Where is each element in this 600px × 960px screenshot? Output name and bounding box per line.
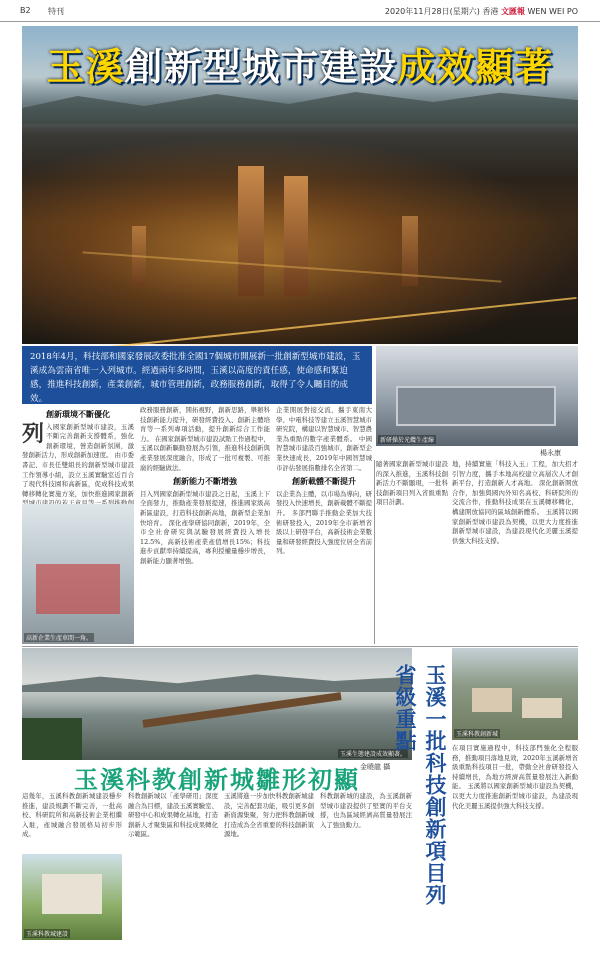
bottom-column-2 xyxy=(128,792,218,940)
section-divider xyxy=(22,646,578,647)
subhead: 創新環境不斷優化 xyxy=(46,409,110,419)
paper-logo-en: WEN WEI PO xyxy=(527,7,578,16)
article-column-2 xyxy=(140,406,270,644)
column-divider xyxy=(374,460,375,644)
page-number: B2 xyxy=(20,6,31,15)
article-column-1 xyxy=(22,406,134,502)
paragraph: 玉溪將進一步加快科教創新城建設，完善配套功能，吸引更多創新資源集聚，努力把科教創新城打造成為全省重要的科技創新策源地。 xyxy=(224,792,314,839)
article-column-4b xyxy=(376,460,448,644)
photo-caption: 新研操於光纜生產線 xyxy=(380,437,435,444)
paragraph: 科教創新城的建設，為玉溪創新型城市建設提供了堅實的平台支撐，也為區域經濟高質量發展注入了強勁動力。 xyxy=(320,792,412,829)
subhead: 創新載體不斷提升 xyxy=(292,476,356,487)
workshop-machine xyxy=(36,564,120,614)
paragraph: 這幾年，玉溪科教創新城建設穩步推進，建設規劃不斷完善，一批高校、科研院所和高新技術企業相繼入駐，產城融合發展格局初步形成。 xyxy=(22,792,122,839)
subhead: 創新能力不斷增強 xyxy=(173,476,237,487)
paragraph: 目入列國家創新型城市建設之日起，玉溪上下全面發力，推動產業發展提速，推進國家級高新區建設，打造科技創新高地，創新型企業加快培育。 xyxy=(140,489,270,527)
paragraph: 地，持續實施「科技入玉」工程，加大招才引智力度，攜手本地高校建立高層次人才創新平台，打造創新人才高地。 xyxy=(452,460,578,488)
paragraph: 在項目實施過程中，科技部門強化全程服務，推動項目落地見效，2020年玉溪新增省級重點科技項目一批，帶動全社會研發投入持續增長，為地方經濟高質量發展注入新動能。 xyxy=(452,744,578,791)
hero-tower-right xyxy=(284,176,308,296)
eco-lake-photo xyxy=(22,648,412,760)
vertical-headline: 玉溪一批科技創新項目列省級重點 xyxy=(393,664,448,906)
headline: 玉溪創新型城市建設成效顯著 xyxy=(46,44,554,89)
paragraph: 在國家創新型城市建設試點工作過程中，玉溪以創新驅動發展為引領，推進科技創新與產業發展深度融合，形成了一批可複製、可推廣的經驗做法。 xyxy=(140,434,270,472)
photo-caption: 玉溪科教創新城 xyxy=(456,731,499,738)
bottom-column-1 xyxy=(22,792,122,852)
campus-aerial-photo xyxy=(452,648,578,740)
hero-city-photo xyxy=(22,26,578,344)
paper-logo: 文匯報 xyxy=(500,7,525,16)
eco-boardwalk xyxy=(142,692,341,728)
lab-photo xyxy=(376,346,578,446)
paragraph: 科教創新城以「產學研用」深度融合為目標，建設玉溪實驗室、研發中心和成果轉化基地，打造創新人才聚集區和科技成果轉化示範區。 xyxy=(128,792,218,839)
article-column-4 xyxy=(452,460,578,644)
page-header xyxy=(0,0,600,22)
paragraph: 政務服務創新，開拓視野，創新思路，舉辦科技創新能力提升，研發經費投入、創新主體培育等一系列專項活動，提升創新綜合工作能力。 xyxy=(140,406,270,443)
campus-photo xyxy=(22,854,122,940)
campus-building xyxy=(522,698,562,718)
photo-byline: 金曉龍 攝 xyxy=(360,763,391,771)
paragraph: 以企業為主體，以市場為導向，研發投入快速增長，創新載體不斷提升。 xyxy=(276,489,372,517)
article-column-3 xyxy=(276,406,372,644)
issue-date: 2020年11月28日(星期六) xyxy=(384,7,480,16)
paragraph: 深化產學研協同創新，2019年，全市全社會研究與試驗發展經費投入增長12.5%，高新技術產業產值增長15%；科技進步貢獻率持續提高，專利授權量穩步增長，創新能力顯著增強。 xyxy=(140,518,270,565)
article-column-5 xyxy=(452,744,578,940)
paragraph: 深化創新開放合作，加強與國內外知名高校、科研院所的交流合作，推動科技成果在玉溪轉移轉化，構建開放協同的區域創新體系。 xyxy=(452,479,578,516)
paragraph: 玉溪將以國家創新型城市建設為契機，以更大力度推進創新型城市建設，為建設現代化美麗玉溪提供強大科技支撐。 xyxy=(452,782,579,810)
workshop-photo xyxy=(22,504,134,644)
paragraph: 隨著國家創新型城市建設的深入推進，玉溪科技創新活力不斷顯現，一批科技創新項目列入省級重點項目計劃。 xyxy=(376,460,448,507)
paragraph: 中國智慧城市建設百強城市，創新型企業快速成長，2019年中國智慧城市評估發展指數排名全省第二。 xyxy=(276,434,372,472)
hero-tower-left xyxy=(238,166,264,296)
campus-building xyxy=(42,874,102,914)
campus-building xyxy=(472,688,512,712)
paragraph: 玉溪將以國家創新型城市建設為契機，以更大力度推進創新型城市建設，為建設現代化美麗玉溪提供強大科技支撐。 xyxy=(452,507,579,545)
bottom-column-4 xyxy=(320,792,412,940)
photo-caption: 玉溪生態建設成效顯著。 xyxy=(339,751,406,758)
photo-caption: 玉溪科教城建設 xyxy=(26,931,69,938)
eco-hills xyxy=(22,670,412,692)
bottom-column-3 xyxy=(224,792,314,940)
paragraph: 多部門聯手推動企業加大技術研發投入，2019年全市新增省級以上研發平台，高新技術企業數量和研發經費投入強度位居全省前列。 xyxy=(276,508,372,556)
issue-region: 香港 xyxy=(482,7,499,16)
photo-caption: 高新企業生產車間一角。 xyxy=(26,635,93,642)
drop-cap: 列 xyxy=(22,420,45,447)
paragraph: 企業開展對接交流，攜手東南大學、中電科技等建立玉溪智慧城市研究院，構建以智慧城市、智慧農業為重點的數字產業體系。 xyxy=(276,406,372,443)
paragraph: 入國家創新型城市建設，玉溪不斷完善創新支撐體系，強化創新環境，營造創新氛圍，激發創新活力，形成創新加速度。 xyxy=(22,422,134,460)
photo-byline: 楊永康 xyxy=(540,449,561,457)
lab-equipment xyxy=(396,386,556,426)
eco-trees xyxy=(22,718,82,760)
masthead-info xyxy=(385,6,578,17)
paragraph: 由市委書記、市長任雙組長的創新型城市建設工作領導小組，設立玉溪實驗室近百合了現代科技園和高新區，促成科技成果轉移轉化實施方案，加快推進國家創新 xyxy=(22,451,134,498)
section-headline: 玉溪科教創新城雛形初顯 xyxy=(74,765,360,794)
section-name: 特刊 xyxy=(48,7,64,16)
lead-paragraph: 2018年4月，科技部和國家發展改委批准全國17個城市開展新一批創新型城市建設，玉溪成為雲南省唯一入列城市。經過兩年多時間，玉溪以高度的責任感，使命感和緊迫感，推進科技創新，產業創新，城市管理創新，政務服務創新，取得了令人矚目的成效。 xyxy=(22,346,372,404)
